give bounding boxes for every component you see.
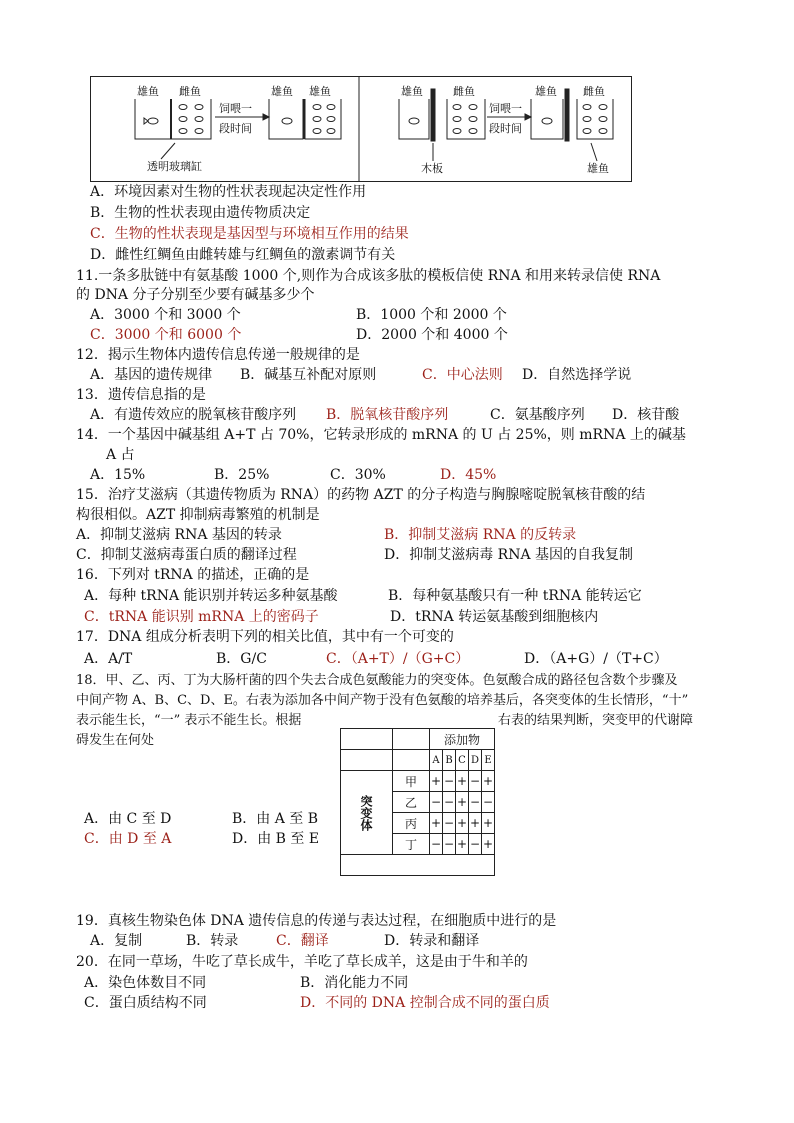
q19-option-b: B．转录 [186,933,239,949]
q20-option-b: B．消化能力不同 [300,975,409,991]
q15-option-a: A．抑制艾滋病 RNA 基因的转录 [76,527,282,543]
q17-option-c: C．（A+T）/（G+C） [326,651,470,667]
q18-option-b: B．由 A 至 B [232,811,319,827]
table-blank-row [341,855,495,876]
right-female-label: 雌鱼 [453,85,475,98]
q16-option-a: A．每种 tRNA 能识别并转运多种氨基酸 [84,588,338,604]
column-header: E [482,750,495,771]
q18-stem-3b: 右表的结果判断，突变甲的代谢障 [498,713,694,728]
fish-experiment-figure [90,76,632,182]
table-cell: − [469,834,482,855]
table-cell: − [443,771,456,792]
left-male-label-3: 雄鱼 [309,85,331,98]
right-arrow-text-1: 饲喂一 [489,102,522,115]
table-corner-cell [341,729,393,750]
q14-option-d: D．45% [440,467,497,483]
column-header: B [443,750,456,771]
q17-option-a: A．A/T [84,651,133,667]
q12-option-b: B．碱基互补配对原则 [240,367,377,383]
left-male-label-2: 雄鱼 [271,85,293,98]
q20-stem: 20．在同一草场，牛吃了草长成牛，羊吃了草长成羊，这是由于牛和羊的 [76,954,528,970]
table-cell: + [456,834,469,855]
q15-stem-2: 构很相似。AZT 抑制病毒繁殖的机制是 [76,507,320,523]
table-corner-cell [393,729,430,750]
left-arrow-text-1: 饲喂一 [219,102,252,115]
added-substance-header: 添加物 [430,729,495,750]
q16-option-b: B．每种氨基酸只有一种 tRNA 能转运它 [388,588,642,604]
left-arrow-text-2: 段时间 [219,122,252,135]
row-label: 甲 [393,771,430,792]
fish-icon [409,118,419,124]
q16-option-d: D．tRNA 转运氨基酸到细胞核内 [390,609,599,625]
q13-option-d: D．核苷酸 [612,407,680,423]
bottom-male-label: 雄鱼 [587,162,609,175]
q14-option-c: C．30% [330,467,386,483]
row-label: 乙 [393,792,430,813]
table-cell: + [456,771,469,792]
q19-option-d: D．转录和翻译 [384,933,480,949]
fish-icon [453,129,477,134]
fish-icon [583,117,607,122]
q13-option-b: B．脱氧核苷酸序列 [326,407,449,423]
fish-icon [583,105,607,110]
q14-option-a: A．15% [90,467,146,483]
table-cell: − [430,834,443,855]
board-label: 木板 [421,162,443,175]
q19-stem: 19．真核生物染色体 DNA 遗传信息的传递与表达过程，在细胞质中进行的是 [76,913,557,929]
table-cell: + [456,813,469,834]
q16-stem: 16．下列对 tRNA 的描述，正确的是 [76,567,310,583]
q12-stem: 12．揭示生物体内遗传信息传递一般规律的是 [76,347,360,363]
table-row [341,771,495,792]
mutant-header: 突变体 [341,771,393,855]
table-cell: − [443,792,456,813]
q14-option-b: B．25% [214,467,270,483]
q18-stem-2: 中间产物 A、B、C、D、E。右表为添加各中间产物于没有色氨酸的培养基后，各突变体的生长情形，“十” [76,693,689,708]
q18-option-c: C．由 D 至 A [84,831,172,847]
q16-option-c: C．tRNA 能识别 mRNA 上的密码子 [84,609,319,625]
q17-option-d: D．（A+G）/（T+C） [524,651,668,667]
q13-option-a: A．有遗传效应的脱氧核苷酸序列 [90,407,297,423]
q15-option-b: B．抑制艾滋病 RNA 的反转录 [384,527,577,543]
fish-icon [282,118,292,124]
q15-option-d: D．抑制艾滋病毒 RNA 基因的自我复制 [384,547,634,563]
table-cell: + [430,813,443,834]
q12-option-d: D．自然选择学说 [522,367,632,383]
left-female-label: 雌鱼 [179,85,201,98]
q20-option-d: D．不同的 DNA 控制合成不同的蛋白质 [300,995,550,1011]
row-label: 丙 [393,813,430,834]
q10-option-a: A．环境因素对生物的性状表现起决定性作用 [90,184,367,200]
table-cell: − [469,792,482,813]
q18-stem-4: 碍发生在何处 [76,733,155,748]
column-header: A [430,750,443,771]
fish-icon [583,129,607,134]
q10-option-b: B．生物的性状表现由遗传物质决定 [90,205,311,221]
q11-stem-1: 11.一条多肽链中有氨基酸 1000 个,则作为合成该多肽的模板信使 RNA 和用来转录信使 RNA [76,268,661,284]
right-female-label-2: 雌鱼 [583,85,605,98]
right-arrow-text-2: 段时间 [489,122,522,135]
q19-option-c: C．翻译 [276,933,329,949]
q12-option-a: A．基因的遗传规律 [90,367,213,383]
q10-option-d: D．雌性红鲷鱼由雌转雄与红鲷鱼的激素调节有关 [90,247,396,263]
q11-option-b: B．1000 个和 2000 个 [356,307,507,323]
left-male-label: 雄鱼 [137,85,159,98]
table-cell: + [482,834,495,855]
table-cell: − [430,792,443,813]
table-cell: + [469,813,482,834]
q18-stem-3: 表示能生长，“一” 表示不能生长。根据 [76,713,302,728]
right-male-label-2: 雄鱼 [535,85,557,98]
tank-label: 透明玻璃缸 [147,160,202,173]
right-male-label: 雄鱼 [401,85,423,98]
q17-stem: 17．DNA 组成分析表明下列的相关比值，其中有一个可变的 [76,629,454,645]
q11-option-d: D．2000 个和 4000 个 [356,327,508,343]
table-blank-cell [341,750,393,771]
fish-icon [313,129,335,134]
q20-option-a: A．染色体数目不同 [84,975,207,991]
q15-option-c: C．抑制艾滋病毒蛋白质的翻译过程 [76,547,297,563]
column-header: C [456,750,469,771]
column-header: D [469,750,482,771]
q10-option-c: C．生物的性状表现是基因型与环境相互作用的结果 [90,226,409,242]
q11-stem-2: 的 DNA 分子分别至少要有碱基多少个 [76,287,315,303]
fish-icon [179,129,203,134]
table-cell: − [443,834,456,855]
table-cell: − [469,771,482,792]
fish-icon [453,105,477,110]
q13-option-c: C．氨基酸序列 [490,407,585,423]
fish-icon [313,117,335,122]
q14-stem-2: A 占 [106,447,135,463]
q15-stem-1: 15．治疗艾滋病（其遗传物质为 RNA）的药物 AZT 的分子构造与胸腺嘧啶脱氧核苷酸的结 [76,487,646,503]
table-cell: + [456,792,469,813]
fish-icon [542,118,552,124]
q17-option-b: B．G/C [216,651,267,667]
table-cell: + [430,771,443,792]
fish-icon [453,117,477,122]
mutant-growth-table [340,728,495,876]
q18-option-a: A．由 C 至 D [84,811,172,827]
q19-option-a: A．复制 [90,933,143,949]
table-cell: − [482,792,495,813]
q18-stem-1: 18．甲、乙、丙、丁为大肠杆菌的四个失去合成色氨酸能力的突变体。色氨酸合成的路径包含数个步骤及 [76,673,678,688]
q11-option-c: C．3000 个和 6000 个 [90,327,242,343]
fish-icon [179,117,203,122]
table-cell: + [482,771,495,792]
table-blank-cell [393,750,430,771]
q20-option-c: C．蛋白质结构不同 [84,995,207,1011]
q12-option-c: C．中心法则 [422,367,503,383]
q13-stem: 13．遗传信息指的是 [76,387,206,403]
q18-option-d: D．由 B 至 E [232,831,320,847]
q11-option-a: A．3000 个和 3000 个 [90,307,241,323]
fish-icon [144,118,158,124]
fish-icon [179,105,203,110]
row-label: 丁 [393,834,430,855]
table-cell: − [443,813,456,834]
fish-icon [313,105,335,110]
table-cell: + [482,813,495,834]
q14-stem-1: 14．一个基因中碱基组 A+T 占 70%，它转录形成的 mRNA 的 U 占 25%，则 mRNA 上的碱基 [76,427,686,443]
